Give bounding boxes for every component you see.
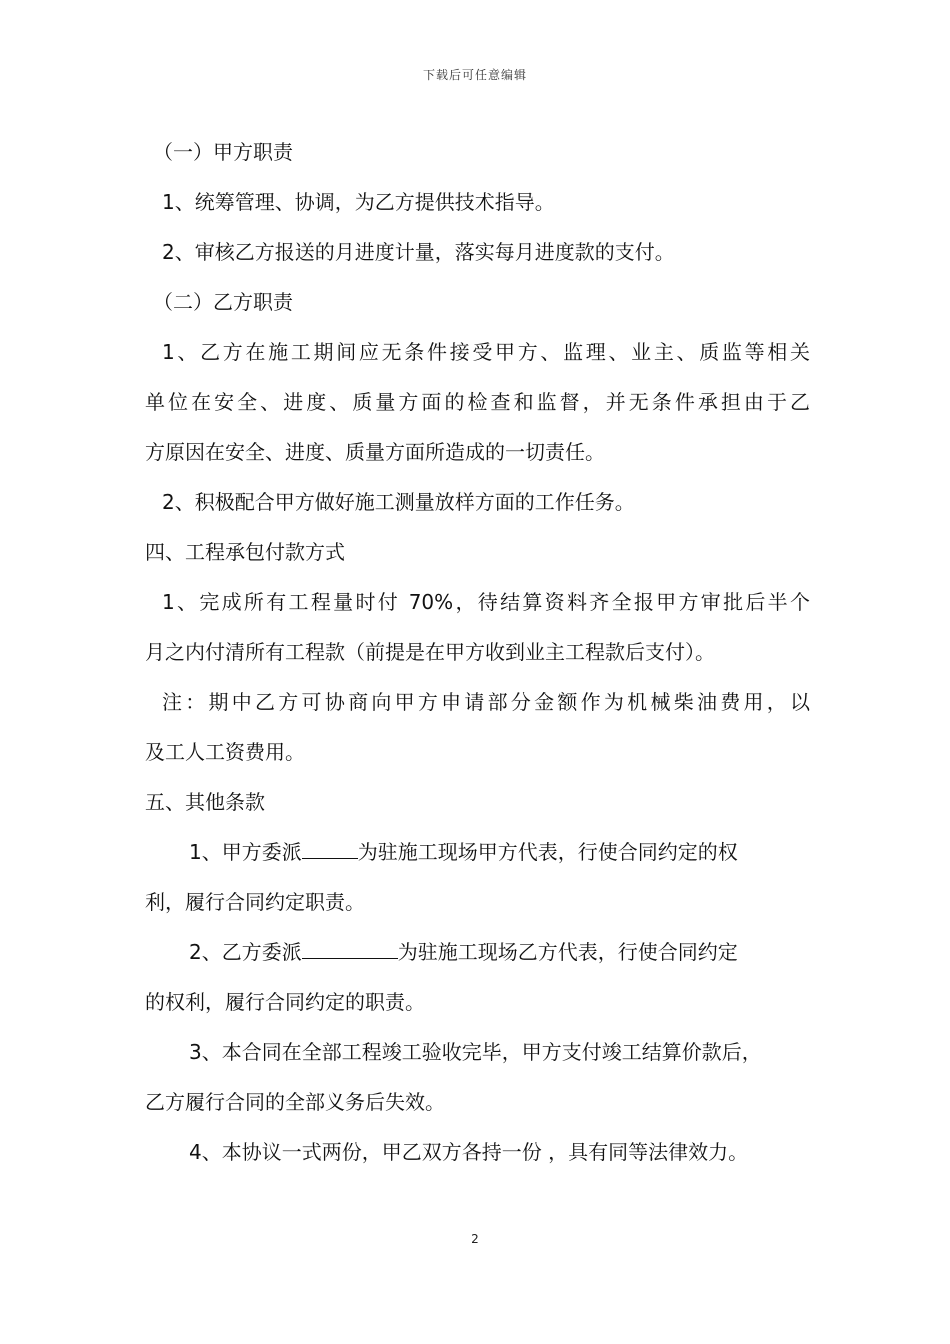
paragraph-line: 单位在安全、进度、质量方面的检查和监督，并无条件承担由于乙 <box>145 390 810 414</box>
section-heading-other-terms: 五、其他条款 <box>145 790 265 814</box>
page-number: 2 <box>471 1232 479 1246</box>
paragraph-line: 2、审核乙方报送的月进度计量，落实每月进度款的支付。 <box>162 240 675 264</box>
fill-in-blank-party-a-representative[interactable] <box>302 836 358 859</box>
clause-text-before-blank: 2、乙方委派 <box>189 940 302 964</box>
fill-in-blank-party-b-representative[interactable] <box>302 936 398 959</box>
paragraph-line: 乙方履行合同的全部义务后失效。 <box>145 1090 445 1114</box>
paragraph-line: 月之内付清所有工程款（前提是在甲方收到业主工程款后支付）。 <box>145 640 715 664</box>
paragraph-line-with-blank <box>145 932 810 982</box>
clause-text-before-blank: 1、甲方委派 <box>189 840 302 864</box>
paragraph-line: 1、乙方在施工期间应无条件接受甲方、监理、业主、质监等相关 <box>162 340 810 364</box>
paragraph-line: 2、积极配合甲方做好施工测量放样方面的工作任务。 <box>162 490 635 514</box>
paragraph-line: 4、本协议一式两份，甲乙双方各持一份 ，具有同等法律效力。 <box>189 1140 749 1164</box>
paragraph-line: 利，履行合同约定职责。 <box>145 890 365 914</box>
note-line: 及工人工资费用。 <box>145 740 305 764</box>
section-heading-party-b-duties: （二）乙方职责 <box>153 290 293 314</box>
paragraph-line: 方原因在安全、进度、质量方面所造成的一切责任。 <box>145 440 605 464</box>
paragraph-line: 1、完成所有工程量时付 70%，待结算资料齐全报甲方审批后半个 <box>162 590 810 614</box>
paragraph-line: 的权利，履行合同约定的职责。 <box>145 990 425 1014</box>
note-line: 注：期中乙方可协商向甲方申请部分金额作为机械柴油费用，以 <box>162 690 810 714</box>
paragraph-line: 3、本合同在全部工程竣工验收完毕，甲方支付竣工结算价款后， <box>189 1040 762 1064</box>
clause-text-after-blank: 为驻施工现场甲方代表，行使合同约定的权 <box>357 840 738 864</box>
paragraph-line: 1、统筹管理、协调，为乙方提供技术指导。 <box>162 190 555 214</box>
paragraph-line-with-blank <box>145 832 810 882</box>
clause-text-after-blank: 为驻施工现场乙方代表，行使合同约定 <box>397 940 738 964</box>
document-body <box>145 132 810 1182</box>
section-heading-payment-method: 四、工程承包付款方式 <box>145 540 345 564</box>
page-header: 下载后可任意编辑 <box>422 68 527 82</box>
section-heading-party-a-duties: （一）甲方职责 <box>153 140 293 164</box>
